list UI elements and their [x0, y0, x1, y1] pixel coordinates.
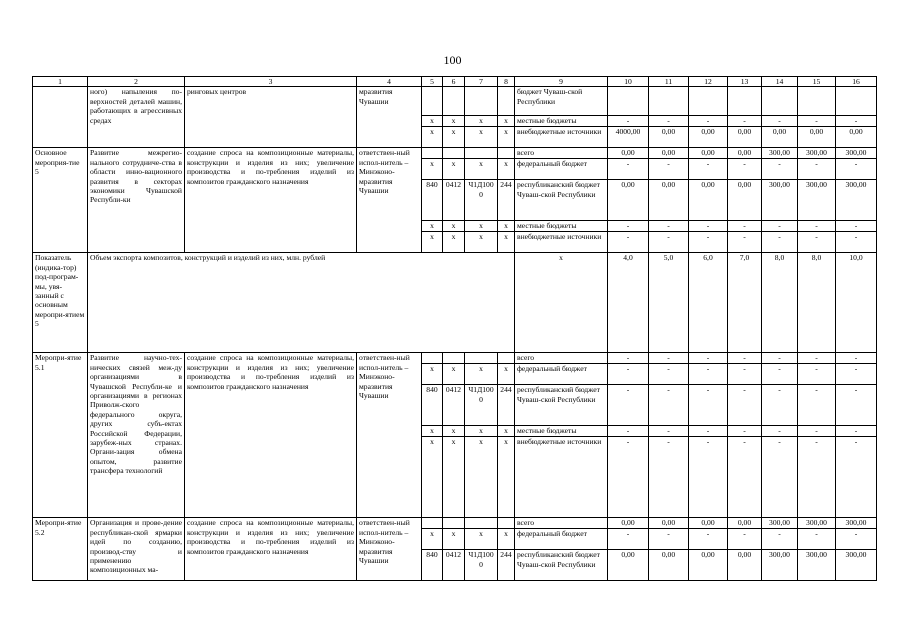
- budget-code-cell: [498, 353, 515, 364]
- budget-code-cell: x: [498, 221, 515, 232]
- expected-result-cell: создание спроса на композиционные материалы, конструкции и изделия из них; увеличение производства и по-требления изделий из композитов гражданского назначения: [185, 353, 357, 518]
- column-number: 10: [608, 77, 649, 87]
- column-number: 3: [185, 77, 357, 87]
- column-number: 1: [33, 77, 88, 87]
- page-number: 100: [443, 53, 462, 67]
- budget-code-cell: x: [443, 364, 465, 385]
- table-row: [33, 518, 877, 529]
- amount-cell: 0,00: [649, 148, 689, 159]
- column-number: 7: [465, 77, 498, 87]
- amount-cell: 0,00: [689, 180, 728, 221]
- budget-code-cell: x: [443, 232, 465, 253]
- amount-cell: -: [728, 426, 762, 437]
- amount-cell: 4000,00: [608, 127, 649, 148]
- budget-code-cell: x: [422, 426, 443, 437]
- activity-name-cell: ного) напыления по-верхностей деталей машин, работающих в агрессивных средах: [88, 87, 185, 148]
- amount-cell: -: [728, 116, 762, 127]
- column-number: 13: [728, 77, 762, 87]
- amount-cell: 0,00: [649, 550, 689, 581]
- budget-code-cell: [465, 87, 498, 116]
- amount-cell: -: [798, 116, 836, 127]
- amount-cell: 0,00: [798, 127, 836, 148]
- amount-cell: -: [762, 353, 798, 364]
- amount-cell: 300,00: [798, 148, 836, 159]
- amount-cell: -: [836, 232, 877, 253]
- amount-cell: -: [798, 529, 836, 550]
- budget-code-cell: x: [465, 221, 498, 232]
- amount-cell: -: [689, 353, 728, 364]
- amount-cell: 300,00: [762, 180, 798, 221]
- funding-source-cell: местные бюджеты: [515, 221, 608, 232]
- activity-type-cell: Показатель (индика-тор) под-програм-мы, увя-занный с основным меропри-ятием 5: [33, 253, 88, 353]
- indicator-value-cell: 6,0: [689, 253, 728, 353]
- budget-code-cell: 840: [422, 180, 443, 221]
- funding-source-cell: республиканский бюджет Чуваш-ской Республики: [515, 550, 608, 581]
- amount-cell: -: [798, 221, 836, 232]
- amount-cell: -: [836, 364, 877, 385]
- column-number: 14: [762, 77, 798, 87]
- amount-cell: -: [728, 364, 762, 385]
- budget-code-cell: x: [443, 437, 465, 518]
- budget-code-cell: x: [465, 426, 498, 437]
- amount-cell: -: [728, 353, 762, 364]
- column-number: 12: [689, 77, 728, 87]
- amount-cell: 300,00: [798, 550, 836, 581]
- budget-code-cell: 0412: [443, 550, 465, 581]
- amount-cell: 300,00: [798, 180, 836, 221]
- budget-code-cell: x: [422, 437, 443, 518]
- budget-code-cell: [422, 148, 443, 159]
- budget-code-cell: [443, 148, 465, 159]
- amount-cell: -: [762, 437, 798, 518]
- funding-source-cell: всего: [515, 518, 608, 529]
- amount-cell: -: [798, 364, 836, 385]
- amount-cell: -: [689, 437, 728, 518]
- funding-source-cell: федеральный бюджет: [515, 529, 608, 550]
- amount-cell: -: [836, 221, 877, 232]
- budget-code-cell: x: [422, 529, 443, 550]
- column-number: 4: [357, 77, 422, 87]
- budget-code-cell: [498, 148, 515, 159]
- amount-cell: 300,00: [836, 180, 877, 221]
- budget-code-cell: Ч1Д1000: [465, 180, 498, 221]
- budget-code-cell: 244: [498, 550, 515, 581]
- amount-cell: -: [689, 159, 728, 180]
- executor-cell: ответствен-ный испол-нитель – Минэконо-мразвития Чувашии: [357, 148, 422, 253]
- funding-source-cell: местные бюджеты: [515, 116, 608, 127]
- amount-cell: [762, 87, 798, 116]
- amount-cell: -: [762, 159, 798, 180]
- amount-cell: -: [728, 437, 762, 518]
- budget-code-cell: x: [465, 159, 498, 180]
- funding-source-cell: внебюджетные источники: [515, 437, 608, 518]
- budget-code-cell: x: [465, 127, 498, 148]
- budget-code-cell: x: [443, 159, 465, 180]
- amount-cell: -: [689, 529, 728, 550]
- funding-source-cell: федеральный бюджет: [515, 364, 608, 385]
- amount-cell: -: [608, 426, 649, 437]
- amount-cell: -: [608, 232, 649, 253]
- amount-cell: 300,00: [762, 518, 798, 529]
- amount-cell: [728, 87, 762, 116]
- amount-cell: -: [608, 529, 649, 550]
- amount-cell: -: [762, 385, 798, 426]
- amount-cell: 0,00: [728, 550, 762, 581]
- budget-code-cell: x: [498, 364, 515, 385]
- amount-cell: -: [649, 116, 689, 127]
- amount-cell: [608, 87, 649, 116]
- budget-code-cell: x: [422, 127, 443, 148]
- budget-table: [32, 76, 877, 581]
- budget-code-cell: 0412: [443, 385, 465, 426]
- column-number: 8: [498, 77, 515, 87]
- amount-cell: -: [649, 364, 689, 385]
- amount-cell: 300,00: [762, 550, 798, 581]
- amount-cell: -: [798, 426, 836, 437]
- amount-cell: -: [689, 116, 728, 127]
- amount-cell: -: [836, 385, 877, 426]
- amount-cell: -: [689, 232, 728, 253]
- activity-type-cell: Основное мероприя-тие 5: [33, 148, 88, 253]
- amount-cell: -: [649, 353, 689, 364]
- budget-code-cell: x: [443, 529, 465, 550]
- budget-code-cell: [422, 518, 443, 529]
- amount-cell: 0,00: [728, 148, 762, 159]
- amount-cell: -: [836, 437, 877, 518]
- amount-cell: 0,00: [608, 180, 649, 221]
- budget-code-cell: x: [422, 232, 443, 253]
- amount-cell: 0,00: [689, 148, 728, 159]
- indicator-value-cell: 4,0: [608, 253, 649, 353]
- funding-source-cell: внебюджетные источники: [515, 127, 608, 148]
- indicator-value-cell: 10,0: [836, 253, 877, 353]
- activity-type-cell: Меропри-ятие 5.2: [33, 518, 88, 581]
- budget-code-cell: [443, 87, 465, 116]
- amount-cell: 300,00: [762, 148, 798, 159]
- amount-cell: -: [649, 426, 689, 437]
- amount-cell: -: [608, 116, 649, 127]
- amount-cell: -: [608, 437, 649, 518]
- amount-cell: -: [836, 116, 877, 127]
- amount-cell: -: [836, 159, 877, 180]
- amount-cell: -: [798, 437, 836, 518]
- amount-cell: -: [649, 385, 689, 426]
- activity-type-cell: [33, 87, 88, 148]
- indicator-name-cell: Объем экспорта композитов, конструкций и изделий из них, млн. рублей: [88, 253, 515, 353]
- amount-cell: 300,00: [836, 550, 877, 581]
- budget-code-cell: x: [498, 232, 515, 253]
- funding-source-cell: федеральный бюджет: [515, 159, 608, 180]
- indicator-row: [33, 253, 877, 353]
- amount-cell: -: [762, 364, 798, 385]
- budget-code-cell: x: [422, 159, 443, 180]
- column-number: 15: [798, 77, 836, 87]
- column-number: 16: [836, 77, 877, 87]
- funding-source-cell: внебюджетные источники: [515, 232, 608, 253]
- amount-cell: -: [762, 221, 798, 232]
- amount-cell: 300,00: [836, 518, 877, 529]
- amount-cell: [836, 87, 877, 116]
- budget-code-cell: x: [465, 529, 498, 550]
- amount-cell: 0,00: [649, 518, 689, 529]
- budget-code-cell: x: [443, 116, 465, 127]
- activity-name-cell: Развитие межрегио-нального сотрудниче-ства в области инно-вационного развития в секторах экономики Чувашской Республи-ки: [88, 148, 185, 253]
- amount-cell: -: [608, 364, 649, 385]
- funding-source-cell: местные бюджеты: [515, 426, 608, 437]
- funding-source-cell: бюджет Чуваш-ской Республики: [515, 87, 608, 116]
- amount-cell: [649, 87, 689, 116]
- activity-name-cell: Организация и прове-дение республикан-ской ярмарки идей по созданию, производ-ству и применению композиционных ма-: [88, 518, 185, 581]
- budget-code-cell: x: [498, 159, 515, 180]
- indicator-value-cell: 8,0: [762, 253, 798, 353]
- amount-cell: -: [689, 221, 728, 232]
- budget-code-cell: x: [443, 426, 465, 437]
- amount-cell: -: [608, 159, 649, 180]
- amount-cell: -: [798, 232, 836, 253]
- funding-source-cell: республиканский бюджет Чуваш-ской Республики: [515, 385, 608, 426]
- amount-cell: 0,00: [728, 180, 762, 221]
- amount-cell: -: [798, 385, 836, 426]
- amount-cell: -: [649, 159, 689, 180]
- table-row: [33, 353, 877, 364]
- amount-cell: -: [762, 232, 798, 253]
- budget-code-cell: [422, 353, 443, 364]
- amount-cell: -: [689, 385, 728, 426]
- amount-cell: -: [649, 437, 689, 518]
- executor-cell: ответствен-ный испол-нитель – Минэконо-мразвития Чувашии: [357, 518, 422, 581]
- budget-code-cell: x: [465, 116, 498, 127]
- amount-cell: -: [728, 221, 762, 232]
- column-number-row: [33, 77, 877, 87]
- expected-result-cell: создание спроса на композиционные материалы, конструкции и изделия из них; увеличение производства и по-требления изделий из композитов гражданского назначения: [185, 148, 357, 253]
- amount-cell: -: [836, 426, 877, 437]
- budget-code-cell: x: [498, 426, 515, 437]
- activity-name-cell: Развитие научно-тех-нических связей меж-ду организациями в Чувашской Республи-ке и организациями в регионах Приволж-ского федерального округа, других субъ-ектах Российской Федерации, зарубеж-ных странах. Органи-зация обмена опытом, развитие трансфера технологий: [88, 353, 185, 518]
- budget-code-cell: x: [443, 127, 465, 148]
- indicator-value-cell: 7,0: [728, 253, 762, 353]
- expected-result-cell: ринговых центров: [185, 87, 357, 148]
- budget-code-cell: x: [498, 116, 515, 127]
- budget-code-cell: [465, 148, 498, 159]
- amount-cell: 0,00: [689, 550, 728, 581]
- executor-cell: мразвития Чувашии: [357, 87, 422, 148]
- amount-cell: -: [649, 221, 689, 232]
- amount-cell: [798, 87, 836, 116]
- amount-cell: -: [649, 529, 689, 550]
- amount-cell: 0,00: [649, 180, 689, 221]
- budget-code-cell: 840: [422, 550, 443, 581]
- budget-code-cell: 244: [498, 385, 515, 426]
- table-row: [33, 87, 877, 116]
- amount-cell: 0,00: [689, 127, 728, 148]
- amount-cell: 0,00: [689, 518, 728, 529]
- budget-code-cell: Ч1Д1000: [465, 550, 498, 581]
- budget-code-cell: x: [498, 127, 515, 148]
- indicator-value-cell: 8,0: [798, 253, 836, 353]
- amount-cell: -: [798, 353, 836, 364]
- budget-code-cell: x: [422, 116, 443, 127]
- budget-code-cell: [443, 518, 465, 529]
- amount-cell: 0,00: [728, 518, 762, 529]
- budget-code-cell: [465, 518, 498, 529]
- amount-cell: 300,00: [836, 148, 877, 159]
- column-number: 11: [649, 77, 689, 87]
- funding-source-cell: всего: [515, 353, 608, 364]
- funding-source-cell: x: [515, 253, 608, 353]
- column-number: 2: [88, 77, 185, 87]
- amount-cell: -: [608, 353, 649, 364]
- budget-code-cell: x: [422, 364, 443, 385]
- amount-cell: 0,00: [608, 148, 649, 159]
- amount-cell: 0,00: [608, 518, 649, 529]
- table-row: [33, 148, 877, 159]
- amount-cell: -: [836, 529, 877, 550]
- executor-cell: ответствен-ный испол-нитель – Минэконо-мразвития Чувашии: [357, 353, 422, 518]
- budget-code-cell: x: [465, 437, 498, 518]
- amount-cell: -: [728, 529, 762, 550]
- amount-cell: 0,00: [649, 127, 689, 148]
- budget-code-cell: [443, 353, 465, 364]
- amount-cell: 0,00: [608, 550, 649, 581]
- expected-result-cell: создание спроса на композиционные материалы, конструкции и изделия из них; увеличение производства и по-требления изделий из композитов гражданского назначения: [185, 518, 357, 581]
- budget-code-cell: [498, 87, 515, 116]
- budget-code-cell: 840: [422, 385, 443, 426]
- amount-cell: [689, 87, 728, 116]
- amount-cell: -: [728, 232, 762, 253]
- amount-cell: 300,00: [798, 518, 836, 529]
- budget-code-cell: Ч1Д1000: [465, 385, 498, 426]
- amount-cell: -: [798, 159, 836, 180]
- amount-cell: -: [762, 426, 798, 437]
- amount-cell: -: [728, 385, 762, 426]
- amount-cell: 0,00: [728, 127, 762, 148]
- budget-code-cell: 0412: [443, 180, 465, 221]
- budget-code-cell: x: [498, 529, 515, 550]
- amount-cell: -: [836, 353, 877, 364]
- amount-cell: -: [762, 529, 798, 550]
- amount-cell: -: [689, 364, 728, 385]
- budget-code-cell: 244: [498, 180, 515, 221]
- budget-code-cell: [465, 353, 498, 364]
- budget-code-cell: [422, 87, 443, 116]
- amount-cell: 0,00: [836, 127, 877, 148]
- amount-cell: -: [689, 426, 728, 437]
- budget-code-cell: x: [465, 364, 498, 385]
- budget-code-cell: x: [422, 221, 443, 232]
- column-number: 6: [443, 77, 465, 87]
- amount-cell: -: [649, 232, 689, 253]
- amount-cell: -: [728, 159, 762, 180]
- budget-code-cell: x: [443, 221, 465, 232]
- budget-code-cell: [498, 518, 515, 529]
- amount-cell: -: [608, 221, 649, 232]
- funding-source-cell: всего: [515, 148, 608, 159]
- budget-code-cell: x: [465, 232, 498, 253]
- funding-source-cell: республиканский бюджет Чуваш-ской Республики: [515, 180, 608, 221]
- budget-code-cell: x: [498, 437, 515, 518]
- amount-cell: -: [608, 385, 649, 426]
- amount-cell: -: [762, 116, 798, 127]
- activity-type-cell: Меропри-ятие 5.1: [33, 353, 88, 518]
- indicator-value-cell: 5,0: [649, 253, 689, 353]
- column-number: 9: [515, 77, 608, 87]
- amount-cell: 0,00: [762, 127, 798, 148]
- column-number: 5: [422, 77, 443, 87]
